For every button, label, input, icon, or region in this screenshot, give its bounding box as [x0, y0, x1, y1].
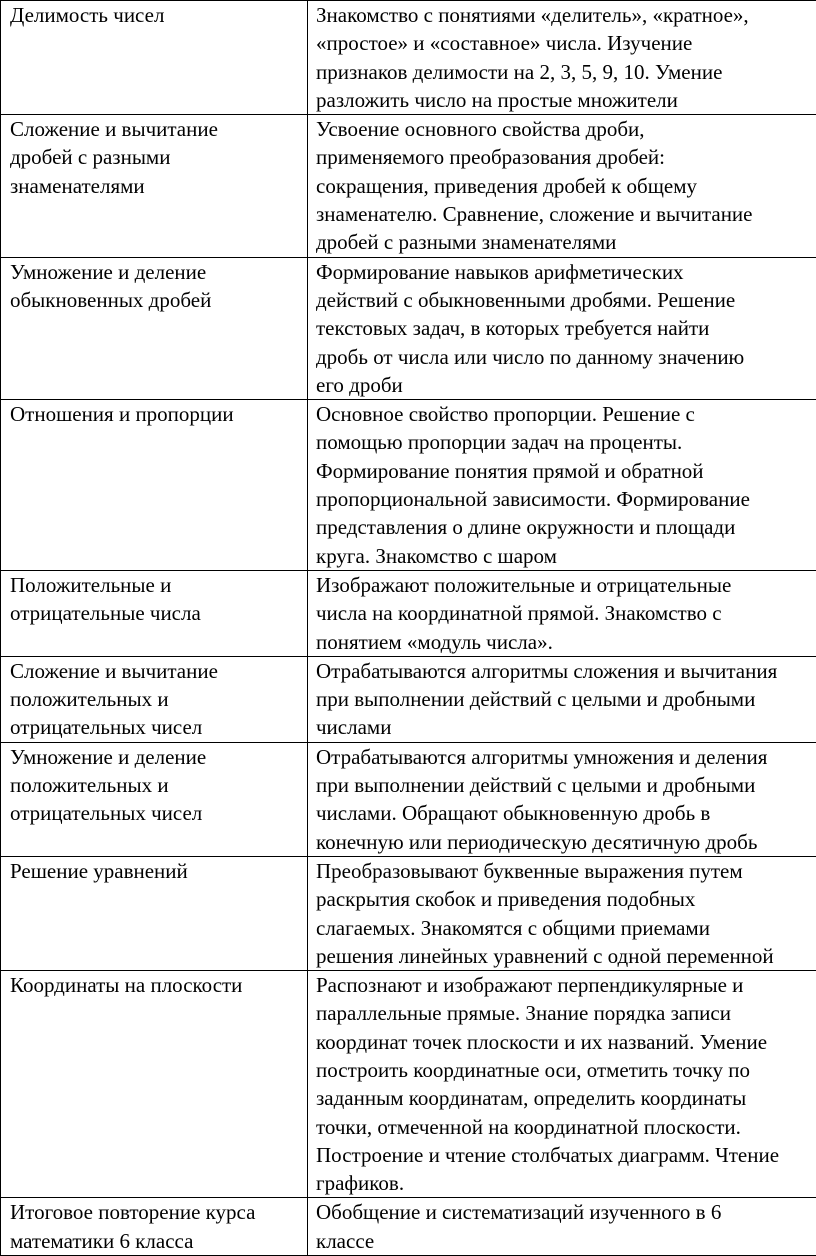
topic-cell	[1, 656, 308, 742]
topic-text-line: Делимость чисел	[10, 1, 307, 29]
topic-text-line: обыкновенных дробей	[10, 286, 307, 314]
content-cell	[308, 570, 816, 656]
topic-text-line: отрицательных чисел	[10, 799, 307, 827]
table-row	[1, 742, 816, 856]
topic-text-line: Отношения и пропорции	[10, 400, 307, 428]
content-text-line: Формирование понятия прямой и обратной	[316, 457, 816, 485]
topic-cell	[1, 257, 308, 399]
content-text-line: графиков.	[316, 1169, 816, 1197]
table-row	[1, 656, 816, 742]
content-text-line: классе	[316, 1227, 816, 1255]
content-text-line: Отрабатываются алгоритмы сложения и вычитания	[316, 657, 816, 685]
content-text-line: понятием «модуль числа».	[316, 628, 816, 656]
content-text-line: Изображают положительные и отрицательные	[316, 571, 816, 599]
content-text-line: Отрабатываются алгоритмы умножения и деления	[316, 743, 816, 771]
content-text-line: координат точек плоскости и их названий. Умение	[316, 1028, 816, 1056]
content-cell	[308, 115, 816, 257]
content-text-line: решения линейных уравнений с одной переменной	[316, 942, 816, 970]
content-text-line: его дроби	[316, 371, 816, 399]
content-cell	[308, 1198, 816, 1256]
content-text-line: помощью пропорции задач на проценты.	[316, 428, 816, 456]
content-text-line: круга. Знакомство с шаром	[316, 542, 816, 570]
content-text-line: Преобразовывают буквенные выражения путем	[316, 857, 816, 885]
content-cell	[308, 742, 816, 856]
topic-cell	[1, 742, 308, 856]
content-text-line: при выполнении действий с целыми и дробными	[316, 771, 816, 799]
content-text-line: знаменателю. Сравнение, сложение и вычитание	[316, 200, 816, 228]
topic-cell	[1, 1, 308, 115]
content-text-line: конечную или периодическую десятичную дробь	[316, 828, 816, 856]
table-row	[1, 570, 816, 656]
topic-cell	[1, 971, 308, 1198]
content-text-line: применяемого преобразования дробей:	[316, 143, 816, 171]
content-text-line: сокращения, приведения дробей к общему	[316, 172, 816, 200]
content-text-line: Формирование навыков арифметических	[316, 258, 816, 286]
content-cell	[308, 856, 816, 970]
content-text-line: действий с обыкновенными дробями. Решение	[316, 286, 816, 314]
content-text-line: раскрытия скобок и приведения подобных	[316, 885, 816, 913]
content-text-line: числа на координатной прямой. Знакомство с	[316, 599, 816, 627]
topic-text-line: отрицательных чисел	[10, 713, 307, 741]
topic-cell	[1, 400, 308, 571]
content-text-line: точки, отмеченной на координатной плоскости.	[316, 1113, 816, 1141]
table-row	[1, 257, 816, 399]
content-text-line: разложить число на простые множители	[316, 86, 816, 114]
table-row	[1, 971, 816, 1198]
content-text-line: параллельные прямые. Знание порядка записи	[316, 999, 816, 1027]
content-text-line: Усвоение основного свойства дроби,	[316, 115, 816, 143]
content-cell	[308, 257, 816, 399]
content-text-line: Основное свойство пропорции. Решение с	[316, 400, 816, 428]
topic-text-line: Положительные и	[10, 571, 307, 599]
content-text-line: «простое» и «составное» числа. Изучение	[316, 29, 816, 57]
table-row	[1, 400, 816, 571]
topic-text-line: Умножение и деление	[10, 743, 307, 771]
content-text-line: числами. Обращают обыкновенную дробь в	[316, 799, 816, 827]
topic-text-line: Сложение и вычитание	[10, 115, 307, 143]
content-text-line: Обобщение и систематизаций изученного в 6	[316, 1198, 816, 1226]
content-text-line: построить координатные оси, отметить точку по	[316, 1056, 816, 1084]
content-text-line: Построение и чтение столбчатых диаграмм. Чтение	[316, 1141, 816, 1169]
content-text-line: текстовых задач, в которых требуется найти	[316, 314, 816, 342]
curriculum-table-body	[1, 1, 816, 1256]
table-row	[1, 1, 816, 115]
content-cell	[308, 1, 816, 115]
content-text-line: числами	[316, 713, 816, 741]
table-row	[1, 856, 816, 970]
topic-text-line: отрицательные числа	[10, 599, 307, 627]
content-text-line: Распознают и изображают перпендикулярные и	[316, 971, 816, 999]
topic-cell	[1, 115, 308, 257]
topic-text-line: положительных и	[10, 771, 307, 799]
topic-text-line: знаменателями	[10, 172, 307, 200]
content-text-line: признаков делимости на 2, 3, 5, 9, 10. Умение	[316, 58, 816, 86]
topic-cell	[1, 856, 308, 970]
content-cell	[308, 400, 816, 571]
topic-text-line: дробей с разными	[10, 143, 307, 171]
content-text-line: при выполнении действий с целыми и дробными	[316, 685, 816, 713]
content-text-line: дробей с разными знаменателями	[316, 228, 816, 256]
content-text-line: Знакомство с понятиями «делитель», «кратное»,	[316, 1, 816, 29]
table-row	[1, 115, 816, 257]
topic-text-line: Решение уравнений	[10, 857, 307, 885]
content-text-line: пропорциональной зависимости. Формирование	[316, 485, 816, 513]
topic-text-line: положительных и	[10, 685, 307, 713]
topic-text-line: Сложение и вычитание	[10, 657, 307, 685]
content-text-line: заданным координатам, определить координаты	[316, 1084, 816, 1112]
content-text-line: дробь от числа или число по данному значению	[316, 343, 816, 371]
content-cell	[308, 971, 816, 1198]
content-text-line: представления о длине окружности и площади	[316, 513, 816, 541]
topic-text-line: Умножение и деление	[10, 258, 307, 286]
content-text-line: слагаемых. Знакомятся с общими приемами	[316, 914, 816, 942]
table-row	[1, 1198, 816, 1256]
topic-cell	[1, 570, 308, 656]
topic-text-line: математики 6 класса	[10, 1227, 307, 1255]
topic-cell	[1, 1198, 308, 1256]
topic-text-line: Итоговое повторение курса	[10, 1198, 307, 1226]
topic-text-line: Координаты на плоскости	[10, 971, 307, 999]
content-cell	[308, 656, 816, 742]
